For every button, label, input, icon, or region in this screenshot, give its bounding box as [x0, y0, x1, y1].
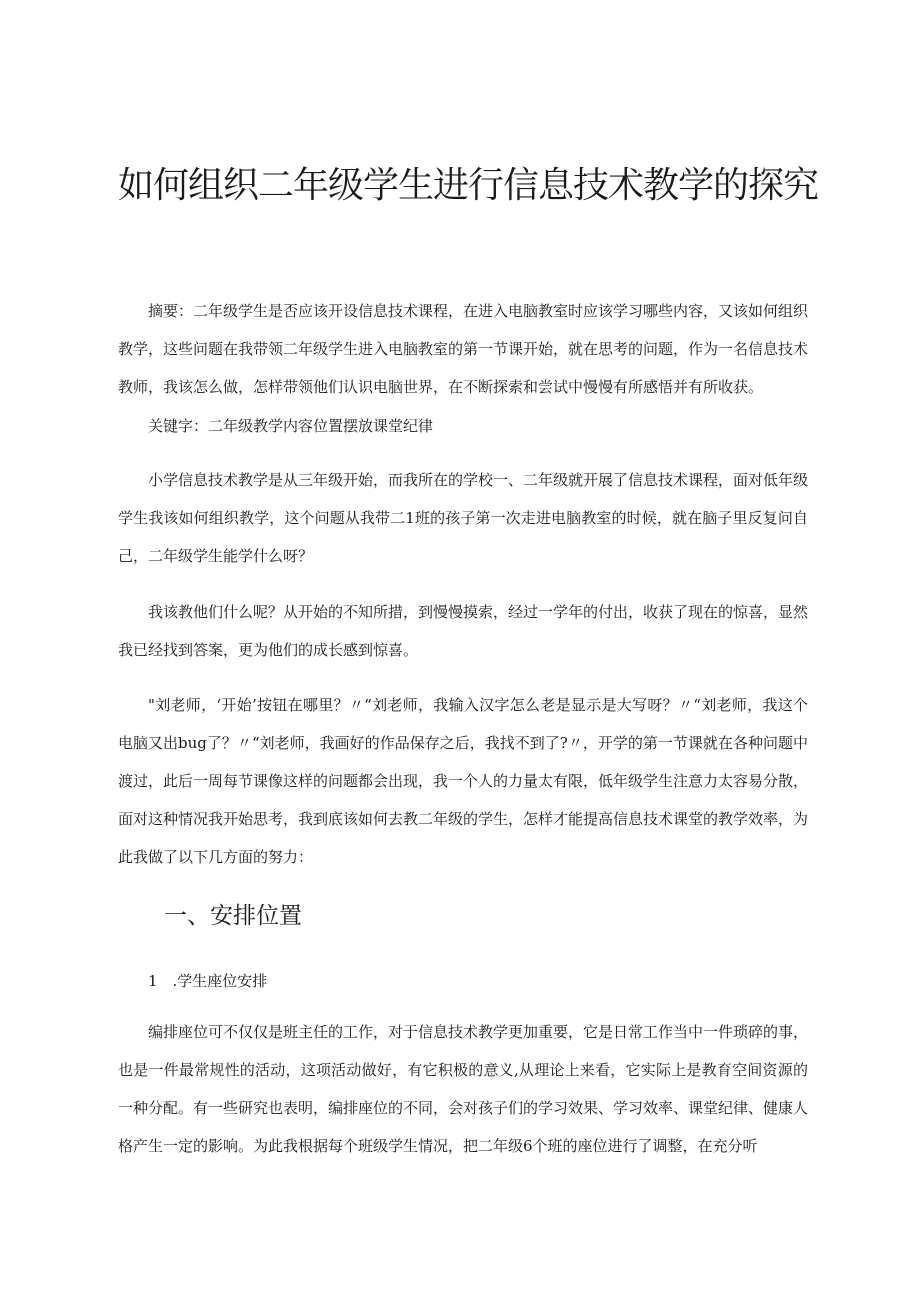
intro-paragraph: 小学信息技术教学是从三年级开始，而我所在的学校一、二年级就开展了信息技术课程，面对低年级学生我该如何组织教学，这个问题从我带二1班的孩子第一次走进电脑教室的时候，就在脑子里反复问自己，二年级学生能学什么呀？: [118, 471, 809, 565]
seating-paragraph: 编排座位可不仅仅是班主任的工作，对于信息技术教学更加重要，它是日常工作当中一件琐碎的事，也是一件最常规性的活动，这项活动做好，有它积极的意义,从理论上来看，它实际上是教育空间资源的一种分配。有一些研究也表明，编排座位的不同，会对孩子们的学习效果、学习效率、课堂纪律、健康人格产生一定的影响。为此我根据每个班级学生情况，把二年级6个班的座位进行了调整，在充分听: [118, 1023, 809, 1155]
keywords-line: 关键字：二年级教学内容位置摆放课堂纪律: [148, 417, 434, 435]
subsection-heading-seat-arrangement: 1 .学生座位安排: [148, 972, 268, 990]
reflection-paragraph: 我该教他们什么呢？从开始的不知所措，到慢慢摸索，经过一学年的付出，收获了现在的惊喜，显然我已经找到答案，更为他们的成长感到惊喜。: [118, 603, 809, 659]
document-title: 如何组织二年级学生进行信息技术教学的探究: [118, 165, 819, 206]
section-heading-arrange-seats: 一、安排位置: [164, 903, 302, 929]
questions-paragraph: "刘老师，‘开始’按钮在哪里？〃“刘老师，我输入汉字怎么老是显示是大写呀？〃“刘老师，我这个电脑又出bug了？〃“刘老师，我画好的作品保存之后，我找不到了?〃，开学的第一节课就在各种问题中渡过，此后一周每节课像这样的问题都会出现，我一个人的力量太有限，低年级学生注意力太容易分散，面对这种情况我开始思考，我到底该如何去教二年级的学生，怎样才能提高信息技术课堂的教学效率，为此我做了以下几方面的努力：: [118, 696, 809, 866]
abstract-paragraph: 摘要：二年级学生是否应该开设信息技术课程，在进入电脑教室时应该学习哪些内容，又该如何组织教学，这些问题在我带领二年级学生进入电脑教室的第一节课开始，就在思考的问题，作为一名信息技术教师，我该怎么做，怎样带领他们认识电脑世界，在不断探索和尝试中慢慢有所感悟并有所收获。: [118, 302, 809, 396]
